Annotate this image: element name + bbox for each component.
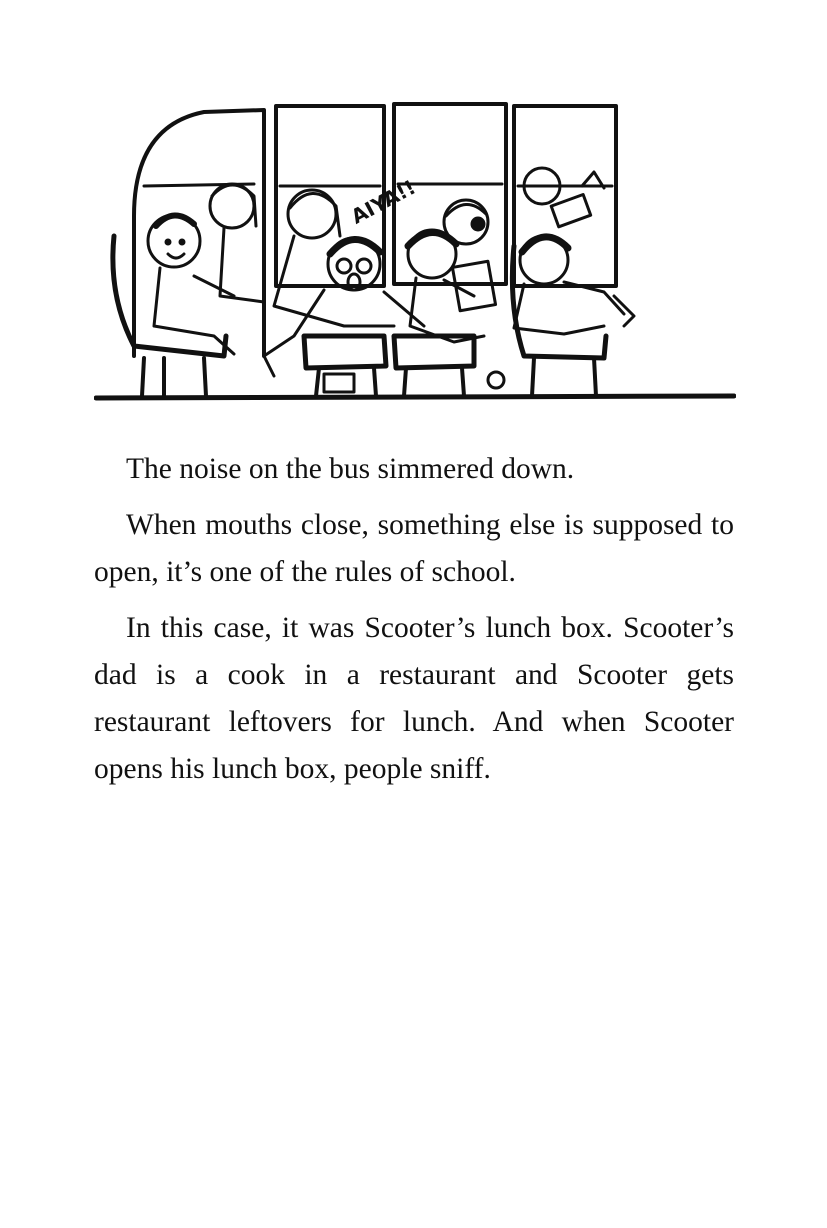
- paragraph: The noise on the bus simmered down.: [126, 453, 575, 485]
- bus-window: [514, 106, 616, 286]
- paragraph: When mouths close, something else is supposed to open, it’s one of the rules of school.: [94, 509, 734, 588]
- kid-figure: [444, 200, 488, 244]
- bus-scene-drawing: [94, 96, 736, 408]
- apple: [488, 372, 504, 388]
- lunch-box: [324, 374, 354, 392]
- bus-seat: [304, 336, 386, 368]
- body-text: [94, 446, 734, 802]
- paragraph: In this case, it was Scooter’s lunch box. Scooter’s dad is a cook in a restaurant and Scooter gets restaurant leftovers for lunch. And when Scooter opens his lunch box, people sniff.: [94, 612, 734, 785]
- bus-illustration: [94, 96, 736, 408]
- kid-figure: [524, 168, 604, 227]
- bus-floor: [96, 396, 734, 398]
- kid-figure: [210, 184, 264, 302]
- sound-effect-text: AIYA!!: [347, 174, 420, 229]
- bus-seat: [512, 246, 606, 358]
